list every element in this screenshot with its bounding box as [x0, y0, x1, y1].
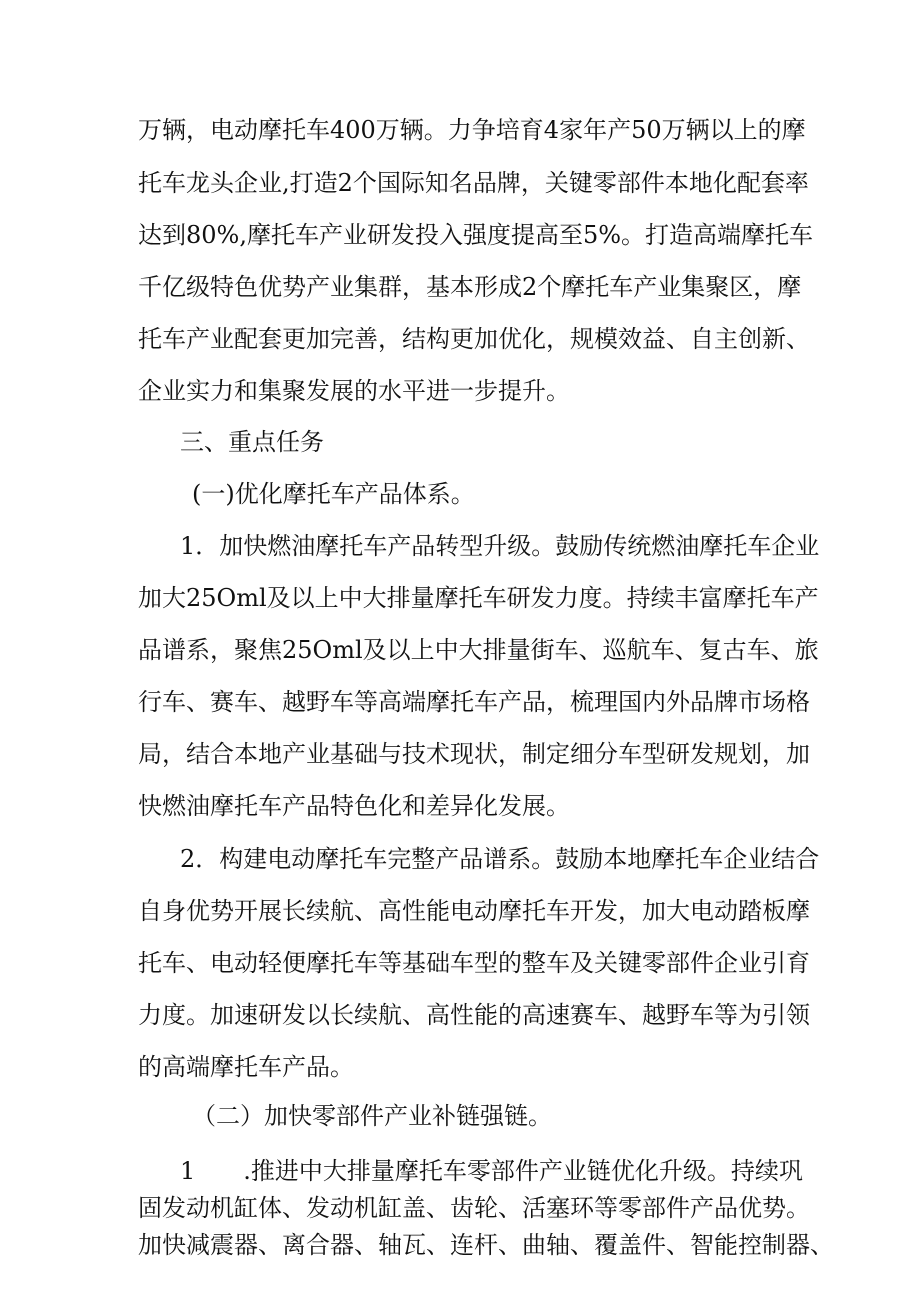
- body-text-line: 加大25Oml及以上中大排量摩托车研发力度。持续丰富摩托车产: [138, 584, 819, 612]
- body-text-line: 自身优势开展长续航、高性能电动摩托车开发，加大电动踏板摩: [138, 897, 810, 925]
- body-text-line: 的高端摩托车产品。: [138, 1053, 354, 1081]
- body-text-line: 达到80%,摩托车产业研发投入强度提高至5%。打造高端摩托车: [138, 221, 814, 249]
- body-text-line: 固发动机缸体、发动机缸盖、齿轮、活塞环等零部件产品优势。: [138, 1194, 810, 1222]
- body-text-line: 托车产业配套更加完善，结构更加优化，规模效益、自主创新、: [138, 325, 810, 353]
- body-text-line: 局，结合本地产业基础与技术现状，制定细分车型研发规划，加: [138, 740, 810, 768]
- body-text-line: 千亿级特色优势产业集群，基本形成2个摩托车产业集聚区，摩: [138, 273, 802, 301]
- body-text-line: 托车龙头企业,打造2个国际知名品牌，关键零部件本地化配套率: [138, 169, 809, 197]
- body-text-line: 力度。加速研发以长续航、高性能的高速赛车、越野车等为引领: [138, 1001, 810, 1029]
- subsection-heading: (一)优化摩托车产品体系。: [192, 480, 475, 508]
- body-text-line: 加快减震器、离合器、轴瓦、连杆、曲轴、覆盖件、智能控制器、: [138, 1231, 834, 1259]
- body-text-line: 1．加快燃油摩托车产品转型升级。鼓励传统燃油摩托车企业: [180, 532, 820, 560]
- body-text-line: 品谱系，聚焦25Oml及以上中大排量街车、巡航车、复古车、旅: [138, 636, 819, 664]
- body-text-line: 2．构建电动摩托车完整产品谱系。鼓励本地摩托车企业结合: [180, 845, 820, 873]
- body-text-line: 1 .推进中大排量摩托车零部件产业链优化升级。持续巩: [180, 1157, 803, 1185]
- body-text-line: 行车、赛车、越野车等高端摩托车产品，梳理国内外品牌市场格: [138, 688, 810, 716]
- body-text-line: 万辆，电动摩托车400万辆。力争培育4家年产50万辆以上的摩: [138, 116, 806, 144]
- body-text-line: 托车、电动轻便摩托车等基础车型的整车及关键零部件企业引育: [138, 949, 810, 977]
- body-text-line: 企业实力和集聚发展的水平进一步提升。: [138, 377, 570, 405]
- section-heading: 三、重点任务: [180, 428, 324, 456]
- subsection-heading: （二）加快零部件产业补链强链。: [192, 1102, 552, 1130]
- body-text-line: 快燃油摩托车产品特色化和差异化发展。: [138, 792, 570, 820]
